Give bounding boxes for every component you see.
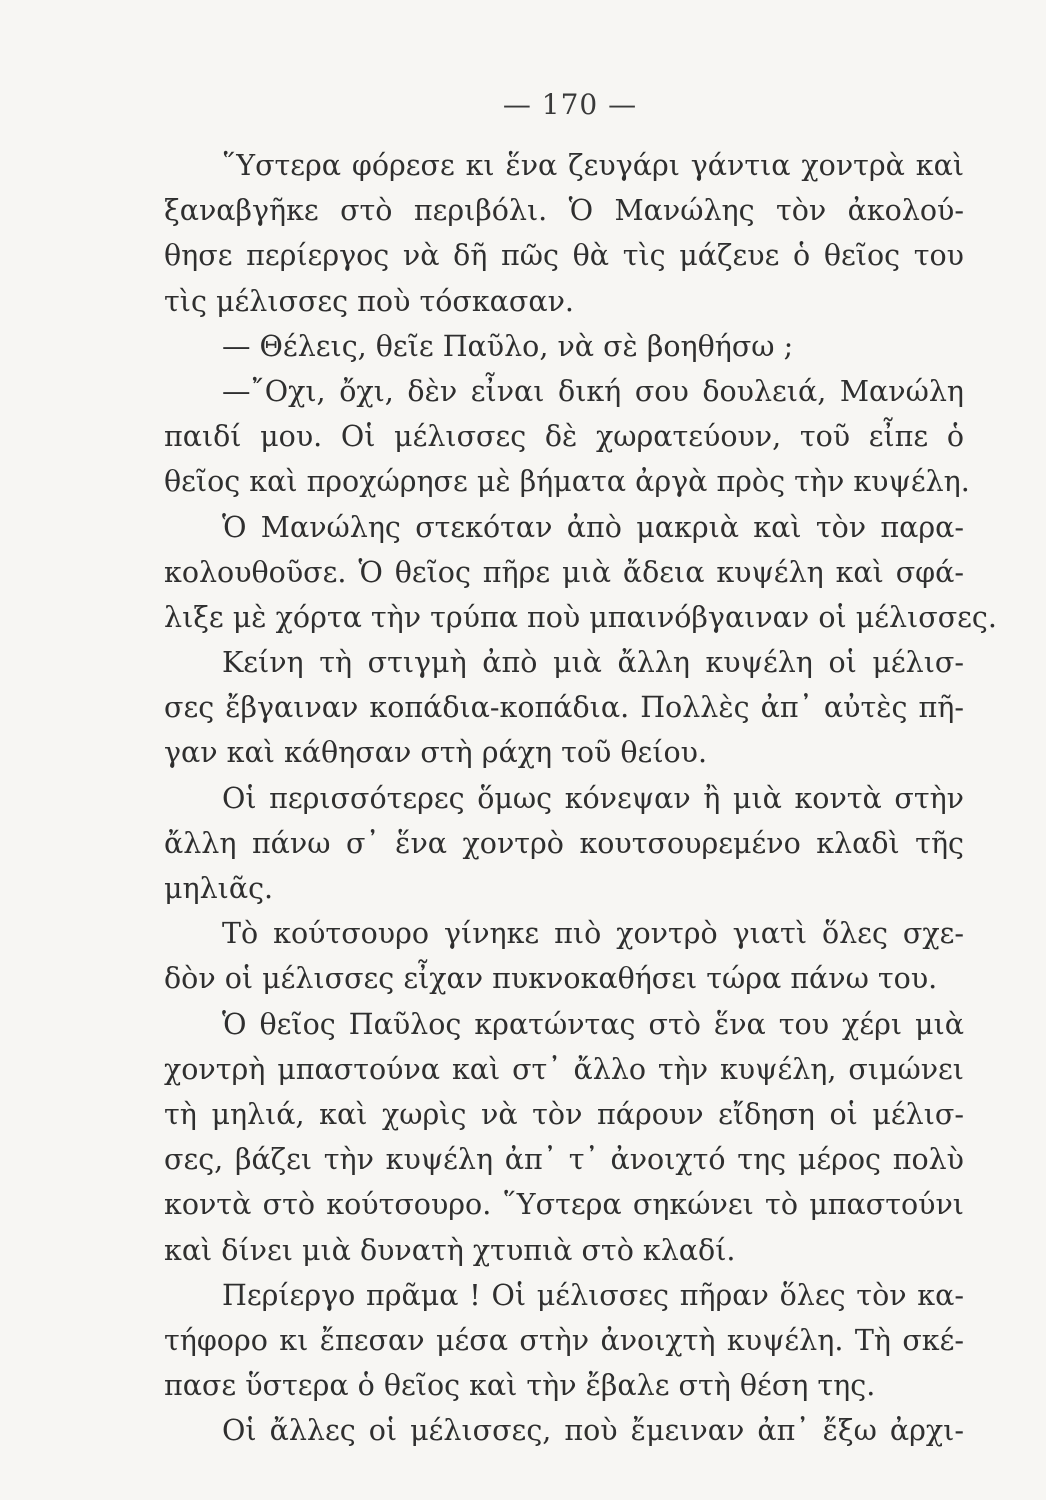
text-line: Ὁ θεῖος Παῦλος κρατώντας στὸ ἕνα του χέρι μιὰ (222, 1007, 964, 1041)
text-line: ῞Υστερα φόρεσε κι ἕνα ζευγάρι γάντια χοντρὰ καὶ (222, 149, 964, 182)
text-line: ἄλλη πάνω σ᾿ ἕνα χοντρὸ κουτσουρεμένο κλαδὶ τῆς (164, 826, 964, 860)
text-line: κολουθοῦσε. Ὁ θεῖος πῆρε μιὰ ἄδεια κυψέλη καὶ σφά- (164, 555, 964, 589)
text-line: καὶ δίνει μιὰ δυνατὴ χτυπιὰ στὸ κλαδί. (164, 1233, 736, 1267)
text-line: θεῖος καὶ προχώρησε μὲ βήματα ἀργὰ πρὸς τὴν κυψέλη. (164, 465, 970, 499)
text-line: δὸν οἱ μέλισσες εἶχαν πυκνοκαθήσει τώρα πάνω του. (164, 962, 938, 996)
text-line: σες, βάζει τὴν κυψέλη ἀπ᾿ τ᾿ ἀνοιχτό της μέρος πολὺ (164, 1143, 964, 1177)
text-line: λιξε μὲ χόρτα τὴν τρύπα ποὺ μπαινόβγαιναν οἱ μέλισσες. (164, 600, 997, 634)
page-number: — 170 — (502, 88, 638, 121)
text-line: γαν καὶ κάθησαν στὴ ράχη τοῦ θείου. (164, 736, 708, 770)
text-line: θησε περίεργος νὰ δῆ πῶς θὰ τὶς μάζευε ὁ θεῖος του (164, 239, 964, 273)
text-line: σες ἔβγαιναν κοπάδια-κοπάδια. Πολλὲς ἀπ᾿ αὐτὲς πῆ- (164, 691, 964, 725)
text-line: τὶς μέλισσες ποὺ τόσκασαν. (164, 284, 574, 318)
text-line: κοντὰ στὸ κούτσουρο. ῞Υστερα σηκώνει τὸ μπαστούνι (164, 1188, 964, 1222)
text-line: Οἱ περισσότερες ὅμως κόνεψαν ἢ μιὰ κοντὰ στὴν (222, 781, 964, 815)
body-text (164, 143, 997, 1453)
text-line: Κείνη τὴ στιγμὴ ἀπὸ μιὰ ἄλλη κυψέλη οἱ μέλισ- (222, 646, 964, 680)
text-line: — Θέλεις, θεῖε Παῦλο, νὰ σὲ βοηθήσω ; (222, 329, 794, 363)
text-line: τήφορο κι ἔπεσαν μέσα στὴν ἀνοιχτὴ κυψέλη. Τὴ σκέ- (164, 1323, 964, 1357)
text-line: τὴ μηλιά, καὶ χωρὶς νὰ τὸν πάρουν εἴδηση οἱ μέλισ- (164, 1097, 964, 1131)
text-line: παιδί μου. Οἱ μέλισσες δὲ χωρατεύουν, τοῦ εἶπε ὁ (164, 420, 964, 454)
text-line: Περίεργο πρᾶμα ! Οἱ μέλισσες πῆραν ὅλες τὸν κα- (222, 1278, 964, 1312)
text-line: ξαναβγῆκε στὸ περιβόλι. Ὁ Μανώλης τὸν ἀκολού- (164, 194, 964, 228)
text-line: —῎Οχι, ὄχι, δὲν εἶναι δική σου δουλειά, Μανώλη (222, 374, 964, 408)
text-line: πασε ὕστερα ὁ θεῖος καὶ τὴν ἔβαλε στὴ θέση της. (164, 1369, 876, 1403)
text-line: Τὸ κούτσουρο γίνηκε πιὸ χοντρὸ γιατὶ ὅλες σχε- (222, 917, 964, 951)
text-line: μηλιᾶς. (164, 872, 274, 905)
text-line: χοντρὴ μπαστούνα καὶ στ᾿ ἄλλο τὴν κυψέλη, σιμώνει (164, 1052, 964, 1086)
text-line: Ὁ Μανώλης στεκόταν ἀπὸ μακριὰ καὶ τὸν παρα- (222, 510, 964, 544)
text-line: Οἱ ἄλλες οἱ μέλισσες, ποὺ ἔμειναν ἀπ᾿ ἔξω ἀρχι- (222, 1414, 964, 1448)
